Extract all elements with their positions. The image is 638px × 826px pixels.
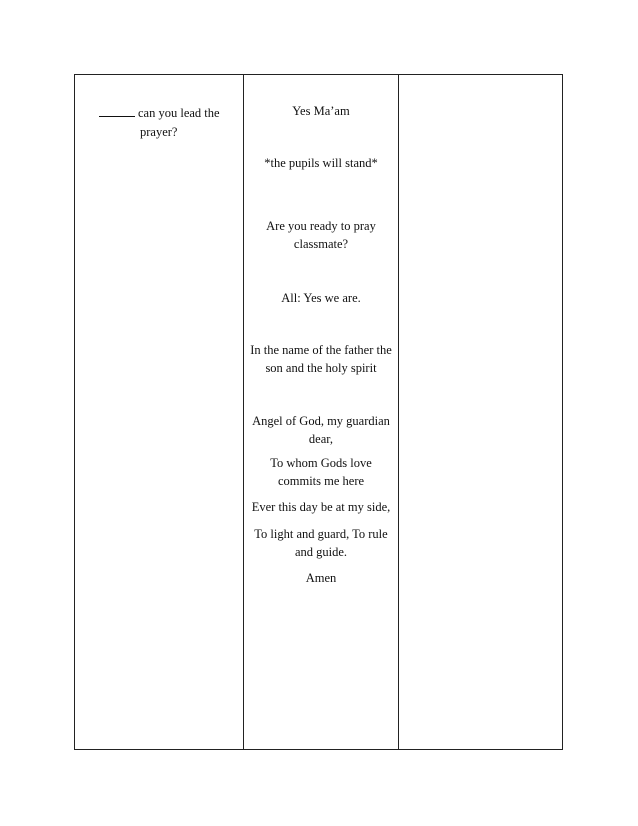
pupil-line: In the name of the father the [250, 343, 392, 357]
third-column-cell [399, 75, 562, 749]
pupil-line: All: Yes we are. [281, 291, 361, 305]
pupil-sign-of-cross [244, 341, 398, 377]
pupil-line: Are you ready to pray [266, 219, 376, 233]
pupil-line: and guide. [294, 545, 348, 559]
pupil-response-yes-maam [244, 102, 398, 120]
prayer-line-2 [244, 454, 398, 490]
pupil-line: *the pupils will stand* [264, 156, 378, 170]
pupil-line: son and the holy spirit [265, 361, 377, 375]
pupil-stage-direction [244, 154, 398, 172]
prayer-line-4 [244, 525, 398, 561]
teacher-activity-cell [99, 104, 229, 142]
name-blank-line [99, 106, 135, 117]
pupil-line: classmate? [293, 237, 349, 251]
teacher-line-2: prayer? [140, 125, 178, 139]
pupil-line: Yes Ma’am [292, 104, 350, 118]
pupil-line: To light and guard, To rule [254, 527, 388, 541]
teacher-question-text: can you lead the [138, 106, 220, 120]
pupil-line: Angel of God, my guardian [252, 414, 390, 428]
teacher-line-1 [99, 104, 229, 123]
pupil-line: dear, [308, 432, 334, 446]
pupil-all-response [244, 289, 398, 307]
prayer-line-1 [244, 412, 398, 448]
pupil-line: To whom Gods love [270, 456, 372, 470]
pupil-line: Amen [305, 571, 337, 585]
pupil-leader-question [244, 217, 398, 253]
lesson-table [74, 74, 563, 750]
pupil-line: commits me here [277, 474, 365, 488]
pupil-line: Ever this day be at my side, [251, 500, 391, 514]
prayer-amen [244, 569, 398, 587]
prayer-line-3 [244, 498, 398, 516]
